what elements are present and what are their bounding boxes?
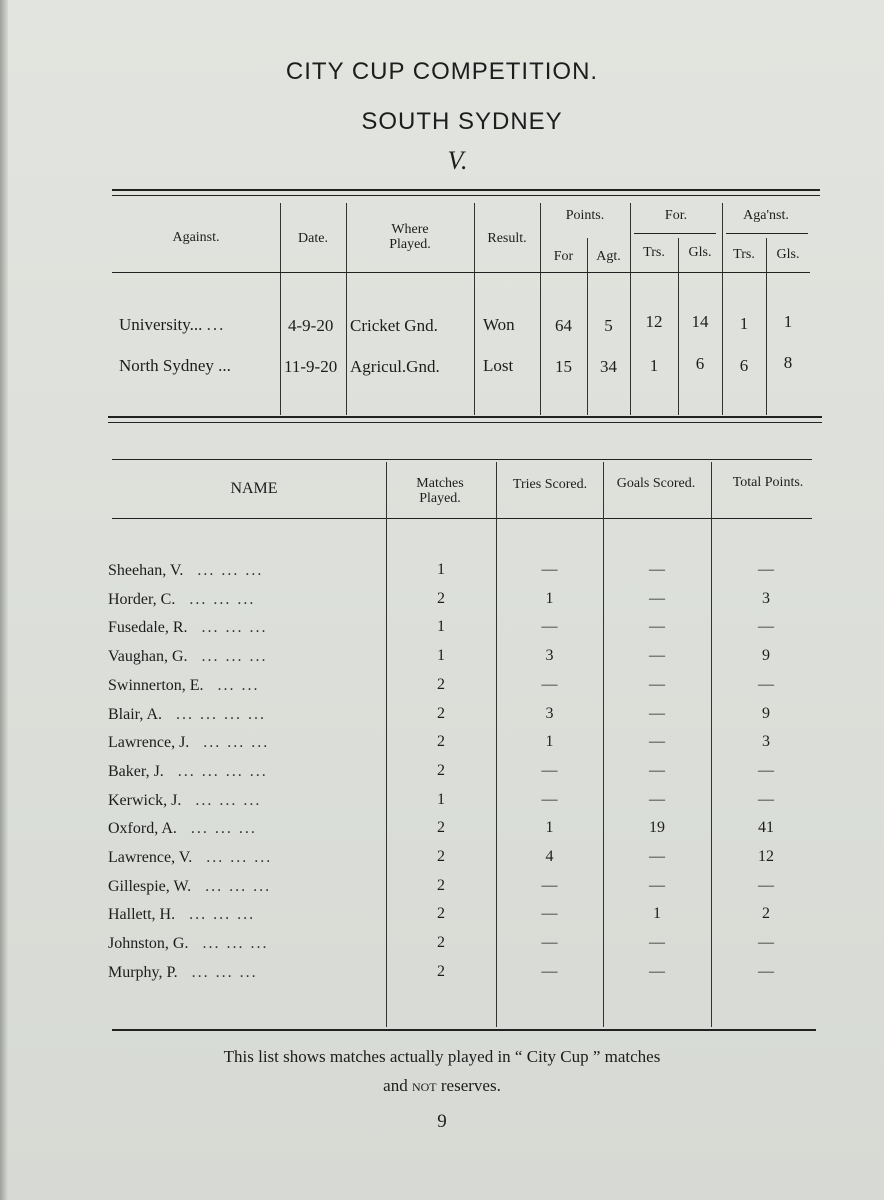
cell-goals: — [649, 791, 665, 808]
cell-result: Won [483, 315, 515, 334]
header-matches-played: Matches Played. [416, 476, 464, 506]
cell-player-name: Johnston, G. ... ... ... [108, 935, 269, 952]
cell-total: — [758, 791, 774, 808]
page-number: 9 [437, 1111, 447, 1132]
cell-goals: — [649, 733, 665, 750]
cell-matches: 1 [437, 618, 445, 635]
cell-player-name: Horder, C. ... ... ... [108, 591, 256, 608]
cell-tries: — [541, 791, 558, 808]
cell-matches: 2 [437, 905, 445, 922]
cell-player-name: Hallett, H. ... ... ... [108, 906, 256, 923]
header-tries-scored: Tries Scored. [512, 477, 588, 492]
cell-goals: 19 [649, 819, 665, 836]
cell-goals: — [649, 762, 665, 779]
cell-tries: — [541, 877, 558, 894]
cell-total: 3 [762, 590, 770, 607]
cell-matches: 2 [437, 848, 445, 865]
cell-player-name: Baker, J. ... ... ... ... [108, 763, 268, 780]
cell-goals: — [649, 676, 665, 693]
cell-agt-trs: 1 [739, 314, 749, 333]
header-total-points: Total Points. [732, 475, 804, 490]
header-for-gls: Gls. [688, 245, 712, 260]
cell-player-name: Sheehan, V. ... ... ... [108, 562, 264, 579]
cell-tries: — [541, 905, 558, 922]
cell-matches: 2 [437, 877, 445, 894]
cell-player-name: Vaughan, G. ... ... ... [108, 648, 268, 665]
cell-matches: 2 [437, 676, 445, 693]
cell-date: 11-9-20 [284, 357, 338, 376]
cell-player-name: Blair, A. ... ... ... ... [108, 706, 267, 723]
cell-total: — [758, 762, 774, 779]
cell-player-name: Lawrence, V. ... ... ... [108, 849, 273, 866]
header-date: Date. [298, 231, 328, 246]
cell-for-trs: 1 [649, 356, 659, 375]
cell-against: University... ... [119, 315, 226, 334]
cell-player-name: Oxford, A. ... ... ... [108, 820, 257, 837]
cell-player-name: Kerwick, J. ... ... ... [108, 792, 262, 809]
header-goals-scored: Goals Scored. [616, 476, 696, 491]
cell-tries: — [541, 676, 558, 693]
cell-result: Lost [483, 356, 514, 375]
cell-goals: — [649, 848, 665, 865]
cell-for-gls: 14 [691, 312, 709, 331]
cell-points-for: 64 [555, 316, 572, 335]
cell-tries: — [541, 762, 558, 779]
cell-goals: — [649, 561, 665, 578]
cell-goals: — [649, 877, 665, 894]
cell-for-gls: 6 [695, 354, 705, 373]
cell-agt-gls: 1 [783, 312, 793, 331]
cell-total: — [758, 561, 774, 578]
cell-tries: 4 [545, 848, 554, 865]
header-agt-gls: Gls. [776, 247, 800, 262]
cell-agt-trs: 6 [739, 356, 749, 375]
cell-matches: 1 [437, 561, 445, 578]
cell-total: 9 [762, 647, 770, 664]
cell-matches: 2 [437, 819, 445, 836]
cell-player-name: Gillespie, W. ... ... ... [108, 878, 272, 895]
cell-goals: — [649, 934, 665, 951]
cell-tries: 1 [545, 819, 554, 836]
cell-where: Cricket Gnd. [350, 316, 438, 335]
cell-total: — [758, 877, 774, 894]
cell-matches: 1 [437, 791, 445, 808]
header-result: Result. [487, 231, 527, 246]
cell-goals: — [649, 963, 665, 980]
cell-total: — [758, 934, 774, 951]
cell-for-trs: 12 [645, 312, 663, 331]
cell-date: 4-9-20 [288, 316, 334, 335]
cell-tries: — [541, 963, 558, 980]
cell-goals: 1 [653, 905, 661, 922]
page-edge-shadow [0, 0, 8, 1200]
header-where-played: Where Played. [389, 222, 431, 252]
header-for: For. [664, 208, 688, 223]
cell-tries: 3 [545, 705, 554, 722]
cell-tries: — [541, 561, 558, 578]
cell-goals: — [649, 705, 665, 722]
cell-player-name: Murphy, P. ... ... ... [108, 964, 258, 981]
cell-matches: 2 [437, 705, 445, 722]
versus-label: V. [447, 146, 469, 175]
cell-total: — [758, 676, 774, 693]
cell-tries: 1 [545, 733, 554, 750]
cell-player-name: Swinnerton, E. ... ... [108, 677, 260, 694]
cell-total: 9 [762, 705, 770, 722]
footer-note-line1: This list shows matches actually played in “ City Cup ” matches [223, 1047, 661, 1066]
footer-note-line2: and not reserves. [383, 1076, 501, 1095]
header-against: Against. [172, 230, 220, 245]
cell-total: 2 [762, 905, 770, 922]
cell-total: 3 [762, 733, 770, 750]
header-against-group: Aga'nst. [743, 208, 789, 223]
cell-matches: 2 [437, 762, 445, 779]
cell-points-for: 15 [555, 357, 572, 376]
cell-matches: 2 [437, 590, 445, 607]
cell-total: 12 [758, 848, 774, 865]
cell-total: 41 [758, 819, 774, 836]
cell-matches: 2 [437, 963, 445, 980]
cell-matches: 2 [437, 934, 445, 951]
cell-tries: — [541, 618, 558, 635]
cell-against: North Sydney ... [119, 356, 231, 375]
header-points: Points. [565, 208, 605, 223]
cell-tries: — [541, 934, 558, 951]
cell-goals: — [649, 590, 665, 607]
header-points-for: For [553, 249, 574, 264]
competition-title: CITY CUP COMPETITION. [285, 58, 599, 85]
header-for-trs: Trs. [643, 245, 665, 260]
header-points-agt: Agt. [596, 249, 621, 264]
cell-tries: 1 [545, 590, 554, 607]
header-agt-trs: Trs. [733, 247, 755, 262]
cell-total: — [758, 963, 774, 980]
cell-where: Agricul.Gnd. [350, 357, 440, 376]
cell-player-name: Fusedale, R. ... ... ... [108, 619, 268, 636]
header-name: NAME [230, 480, 278, 497]
cell-agt-gls: 8 [783, 353, 793, 372]
cell-goals: — [649, 618, 665, 635]
cell-tries: 3 [545, 647, 554, 664]
cell-matches: 1 [437, 647, 445, 664]
cell-matches: 2 [437, 733, 445, 750]
cell-points-agt: 5 [604, 316, 613, 335]
cell-total: — [758, 618, 774, 635]
cell-points-agt: 34 [600, 357, 617, 376]
cell-player-name: Lawrence, J. ... ... ... [108, 734, 270, 751]
cell-goals: — [649, 647, 665, 664]
club-title: SOUTH SYDNEY [361, 108, 563, 135]
